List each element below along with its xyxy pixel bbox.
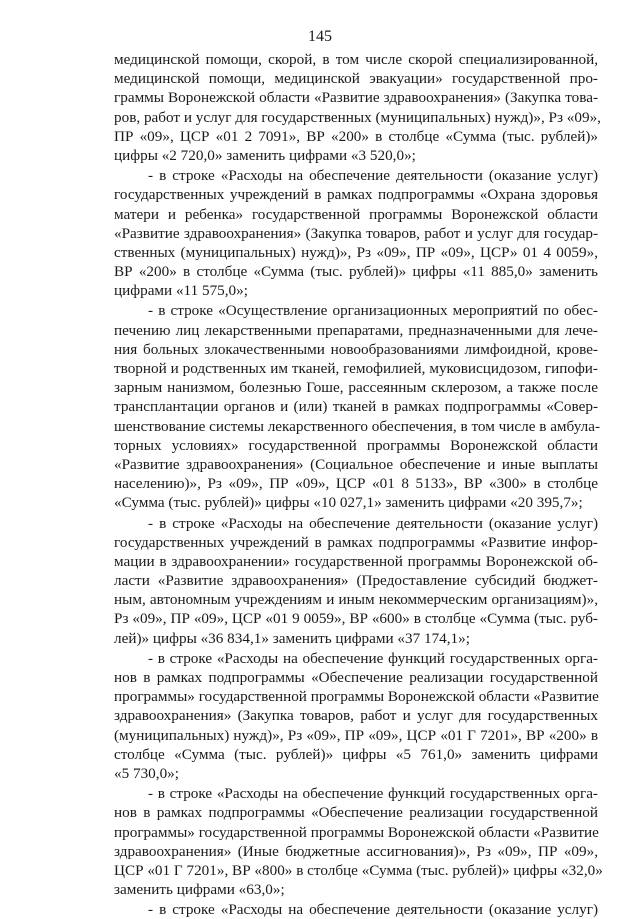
paragraph: [114, 784, 603, 899]
text-line: мации в здравоохранении» государственной программы Воронежской об-: [114, 552, 598, 570]
text-line: «Развитие здравоохранения» (Закупка товаров, работ и услуг для государ-: [114, 224, 598, 242]
text-line: ласти «Развитие здравоохранения» (Предоставление субсидий бюджет-: [114, 572, 598, 590]
text-line: - в строке «Расходы на обеспечение функций государственных орга-: [148, 649, 598, 667]
text-line: ЦСР «01 Г 7201», ВР «800» в столбце «Сумма (тыс. рублей)» цифры «32,0»: [114, 861, 603, 879]
text-line: ным, автономным учреждениям и иным некоммерческим организациям)»,: [114, 591, 598, 609]
text-line: матери и ребенка» государственной программы Воронежской области: [114, 205, 598, 223]
text-line: зарным нанизмом, болезнью Гоше, рассеянным склерозом, а также после: [114, 379, 598, 397]
text-line: здравоохранения» (Закупка товаров, работ и услуг для государственных: [114, 707, 598, 725]
paragraph: [114, 900, 598, 919]
paragraph: [114, 649, 598, 783]
text-line: творной и родственных им тканей, гемофилией, муковисцидозом, гипофи-: [114, 360, 598, 377]
text-line: столбце «Сумма (тыс. рублей)» цифры «5 761,0» заменить цифрами: [114, 745, 598, 763]
text-line: государственных учреждений в рамках подпрограммы «Развитие инфор-: [114, 533, 598, 551]
text-line: заменить цифрами «63,0»;: [114, 881, 285, 899]
text-line: торных условиях» государственной программы Воронежской области: [114, 436, 598, 454]
paragraph: [114, 50, 601, 165]
text-line: ВР «200» в столбце «Сумма (тыс. рублей)» цифры «11 885,0» заменить: [114, 263, 598, 281]
text-line: «Развитие здравоохранения» (Социальное обеспечение и иные выплаты: [114, 455, 598, 473]
text-line: - в строке «Осуществление организационных мероприятий по обес-: [148, 302, 598, 320]
text-line: здравоохранения» (Иные бюджетные ассигнования)», Рз «09», ПР «09»,: [114, 842, 598, 860]
text-line: «5 730,0»;: [114, 764, 179, 782]
text-line: (муниципальных) нужд)», Рз «09», ПР «09», ЦСР «01 Г 7201», ВР «200» в: [114, 726, 598, 744]
text-line: - в строке «Расходы на обеспечение деятельности (оказание услуг): [148, 901, 598, 919]
text-line: ственных (муниципальных) нужд)», Рз «09», ПР «09», ЦСР» 01 4 0059»,: [114, 243, 598, 261]
text-line: ния больных злокачественными новообразованиями лимфоидной, крове-: [114, 340, 598, 358]
paragraph: [114, 166, 598, 300]
text-line: трансплантации органов и (или) тканей в рамках подпрограммы «Совер-: [114, 398, 598, 416]
text-line: цифрами «11 575,0»;: [114, 282, 248, 300]
text-line: программы» государственной программы Воронежской области «Развитие: [114, 823, 599, 841]
text-line: Рз «09», ПР «09», ЦСР «01 9 0059», ВР «600» в столбце «Сумма (тыс. руб-: [114, 610, 598, 628]
text-line: медицинской помощи, скорой, в том числе скорой специализированной,: [114, 51, 598, 68]
text-line: лей)» цифры «36 834,1» заменить цифрами «37 174,1»;: [114, 629, 470, 647]
text-line: - в строке «Расходы на обеспечение деятельности (оказание услуг): [148, 167, 598, 185]
text-line: государственных учреждений в рамках подпрограммы «Охрана здоровья: [114, 186, 598, 204]
text-line: медицинской помощи, медицинской эвакуации» государственной про-: [114, 70, 598, 88]
text-line: цифры «2 720,0» заменить цифрами «3 520,0»;: [114, 146, 416, 164]
text-line: ров, работ и услуг для государственных (муниципальных) нужд)», Рз «09»,: [114, 108, 601, 126]
paragraph: [114, 514, 598, 648]
text-line: «Сумма (тыс. рублей)» цифры «10 027,1» заменить цифрами «20 395,7»;: [114, 494, 583, 512]
text-line: нов в рамках подпрограммы «Обеспечение реализации государственной: [114, 804, 598, 822]
text-line: населению)», Рз «09», ПР «09», ЦСР «01 8 5133», ВР «300» в столбце: [114, 475, 598, 493]
text-line: шенствование системы лекарственного обеспечения, в том числе в амбула-: [114, 417, 600, 435]
text-line: ПР «09», ЦСР «01 2 7091», ВР «200» в столбце «Сумма (тыс. рублей)»: [114, 127, 598, 145]
text-line: печению лиц лекарственными препаратами, предназначенными для лече-: [114, 321, 598, 339]
paragraph: [114, 301, 598, 512]
text-line: - в строке «Расходы на обеспечение функций государственных орга-: [148, 785, 598, 803]
text-line: программы» государственной программы Воронежской области «Развитие: [114, 688, 599, 706]
text-line: - в строке «Расходы на обеспечение деятельности (оказание услуг): [148, 514, 598, 532]
text-line: граммы Воронежской области «Развитие здравоохранения» (Закупка това-: [114, 89, 598, 107]
text-line: нов в рамках подпрограммы «Обеспечение реализации государственной: [114, 669, 598, 686]
document-body: [114, 50, 603, 919]
page-number: 145: [308, 28, 332, 45]
